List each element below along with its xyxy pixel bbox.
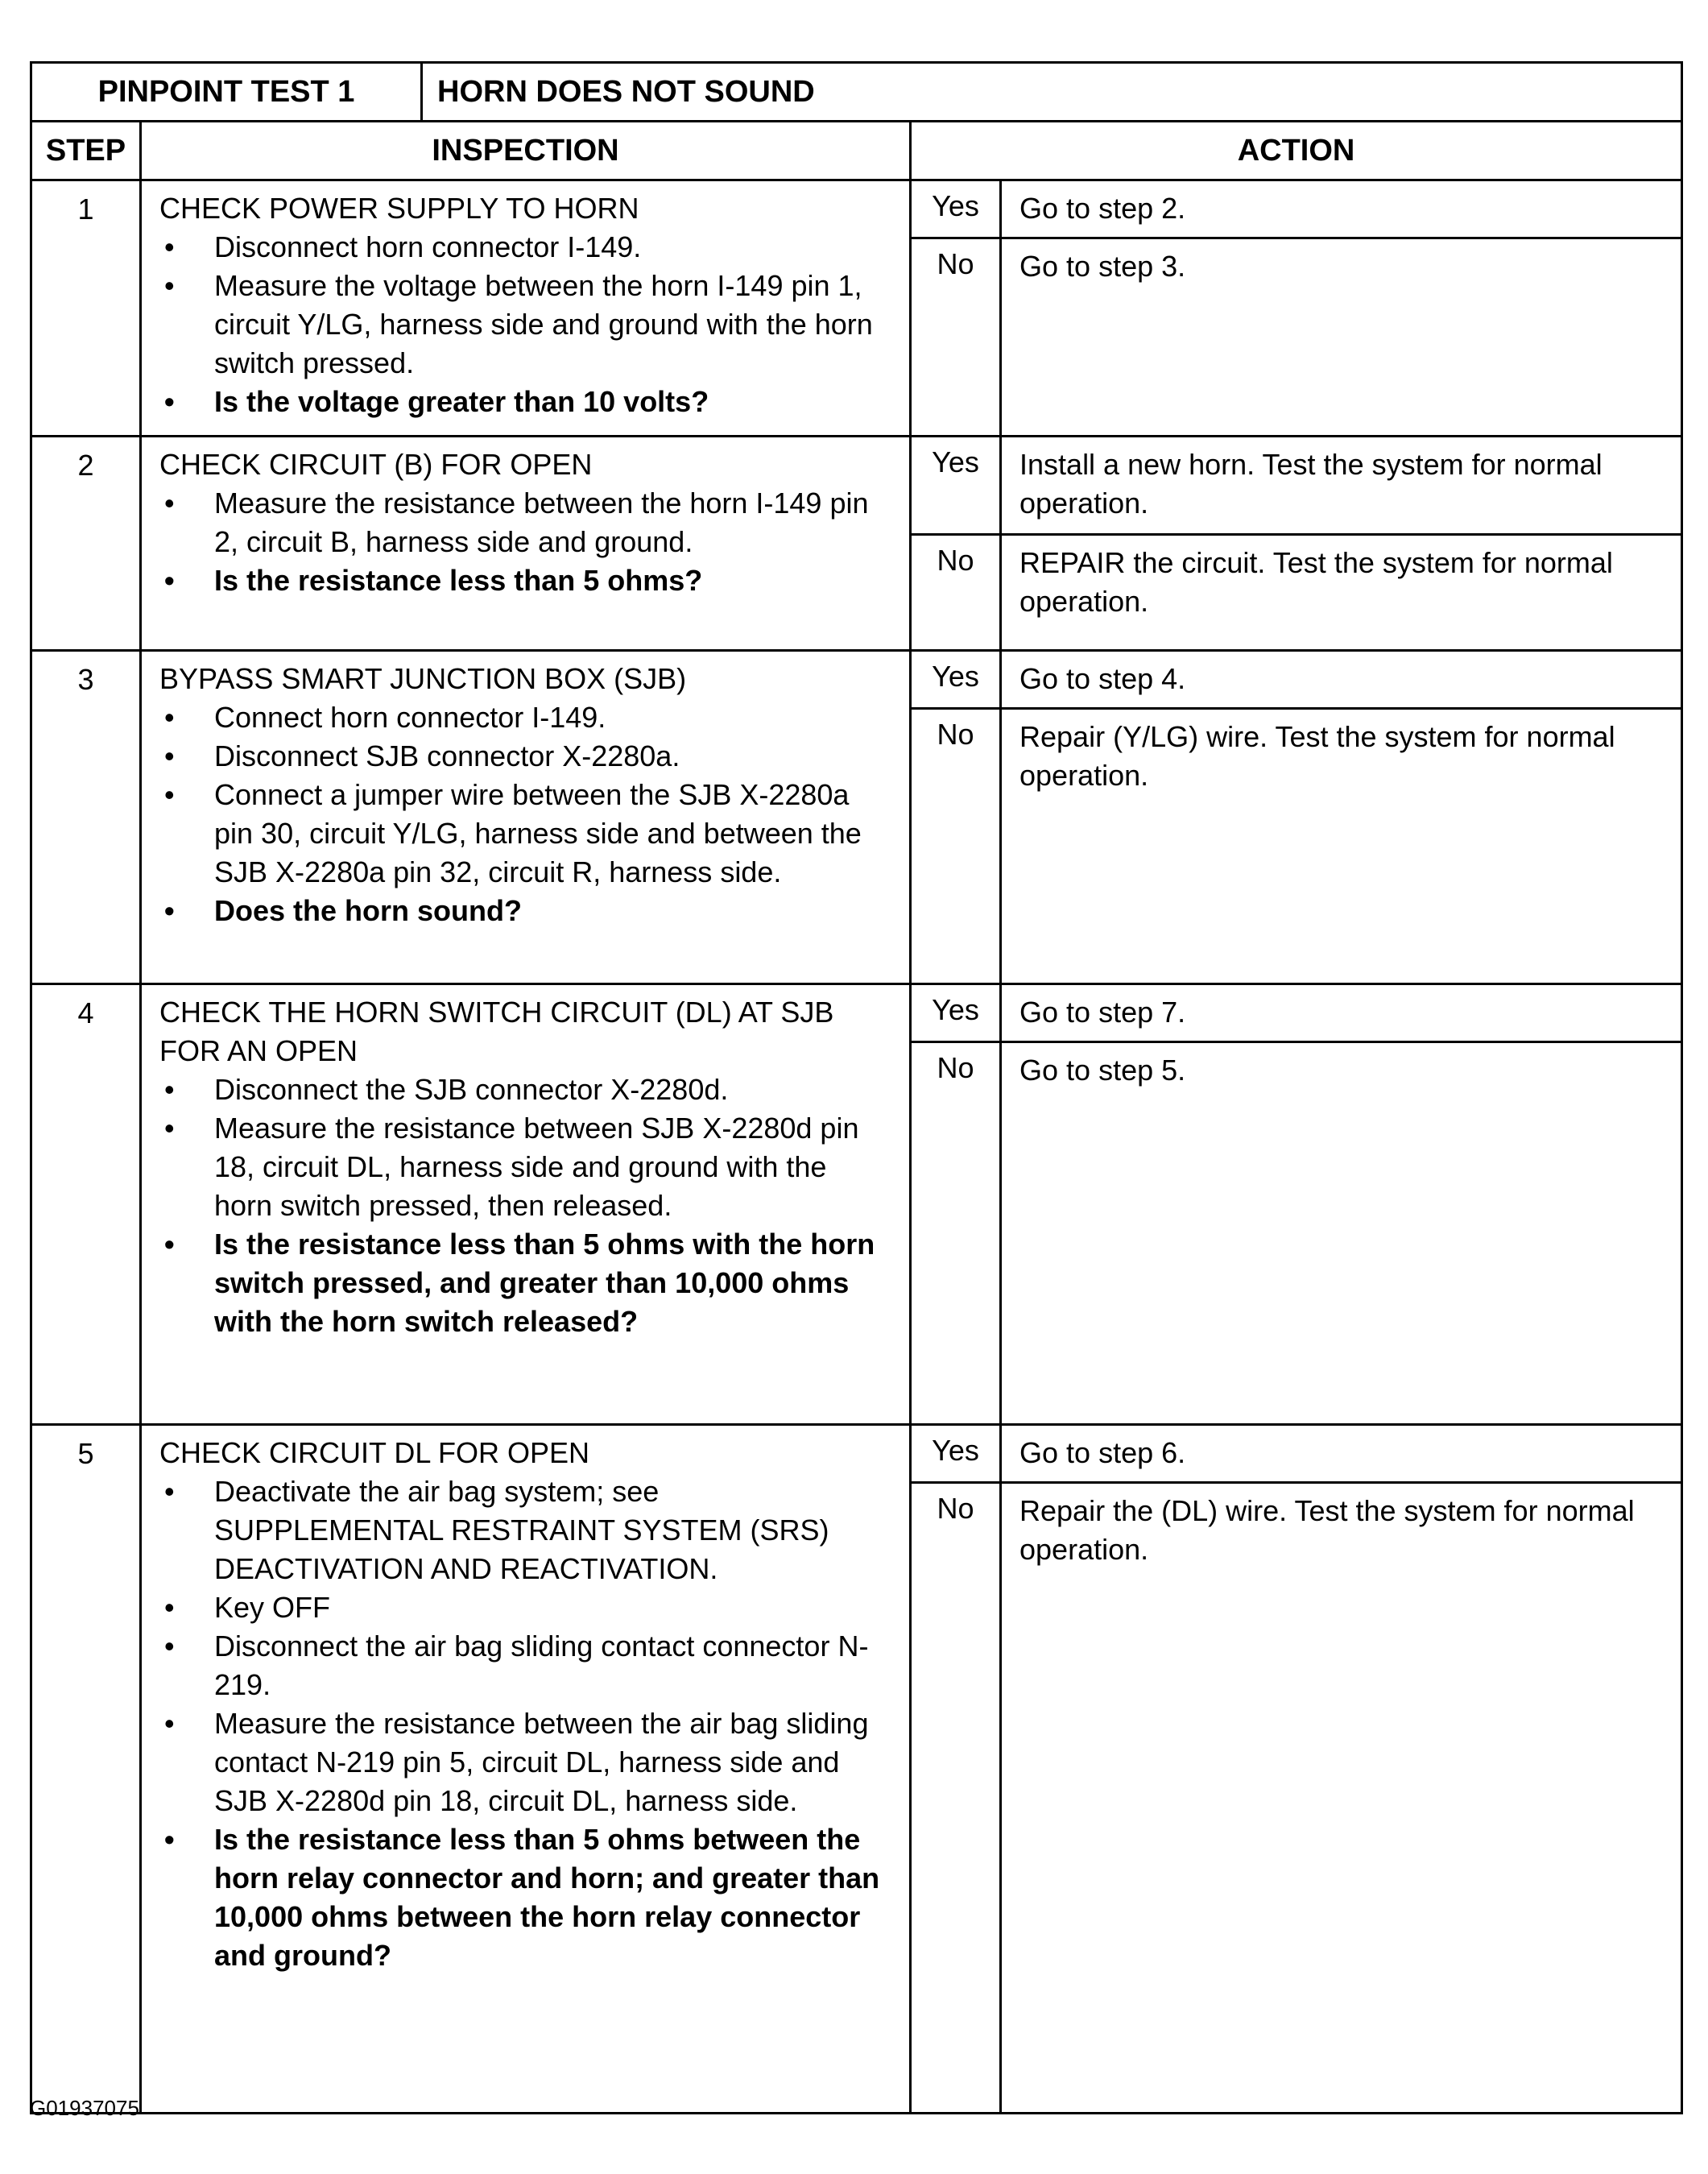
- yes-action: Go to step 7.: [1001, 984, 1682, 1042]
- no-label: No: [911, 535, 1001, 651]
- col-step-header: STEP: [31, 122, 141, 180]
- step-row: [31, 180, 1682, 238]
- yes-label: Yes: [911, 180, 1001, 238]
- inspection-title: CHECK CIRCUIT DL FOR OPEN: [159, 1436, 590, 1469]
- inspection-bullet: • Deactivate the air bag system; see SUPPLEMENTAL RESTRAINT SYSTEM (SRS) DEACTIVATION AND REACTIVATION.: [159, 1472, 891, 1588]
- inspection-cell: [141, 984, 911, 1425]
- no-action: Go to step 5.: [1001, 1042, 1682, 1425]
- test-title-row: [31, 63, 1682, 122]
- step-number: 5: [31, 1425, 141, 2114]
- step-number: 3: [31, 651, 141, 984]
- pinpoint-test-document: [30, 61, 1681, 2077]
- inspection-title: CHECK CIRCUIT (B) FOR OPEN: [159, 448, 593, 481]
- column-header-row: [31, 122, 1682, 180]
- step-row: [31, 651, 1682, 709]
- yes-label: Yes: [911, 984, 1001, 1042]
- inspection-bullets: [159, 1070, 891, 1341]
- step-number: 2: [31, 437, 141, 651]
- inspection-bullets: [159, 228, 891, 421]
- inspection-bullet: • Disconnect horn connector I-149.: [159, 228, 891, 267]
- inspection-question: • Is the voltage greater than 10 volts?: [159, 383, 891, 421]
- test-label: PINPOINT TEST 1: [31, 63, 422, 122]
- no-label: No: [911, 238, 1001, 437]
- inspection-question: • Is the resistance less than 5 ohms with the horn switch pressed, and greater than 10,000 ohms with the horn switch released?: [159, 1225, 891, 1341]
- yes-action: Install a new horn. Test the system for normal operation.: [1001, 437, 1682, 535]
- inspection-title: CHECK THE HORN SWITCH CIRCUIT (DL) AT SJB FOR AN OPEN: [159, 996, 834, 1067]
- yes-action: Go to step 2.: [1001, 180, 1682, 238]
- inspection-bullets: [159, 698, 891, 930]
- yes-action: Go to step 6.: [1001, 1425, 1682, 1483]
- inspection-bullet: • Measure the resistance between SJB X-2280d pin 18, circuit DL, harness side and ground with the horn switch pressed, then released.: [159, 1109, 891, 1225]
- inspection-question: • Is the resistance less than 5 ohms between the horn relay connector and horn; and greater than 10,000 ohms between the horn relay connector and ground?: [159, 1820, 891, 1975]
- yes-action: Go to step 4.: [1001, 651, 1682, 709]
- no-action: REPAIR the circuit. Test the system for normal operation.: [1001, 535, 1682, 651]
- inspection-bullets: [159, 1472, 891, 1975]
- step-number: 4: [31, 984, 141, 1425]
- inspection-bullets: [159, 484, 891, 600]
- step-row: [31, 437, 1682, 535]
- step-number: 1: [31, 180, 141, 437]
- yes-label: Yes: [911, 437, 1001, 535]
- no-action: Repair (Y/LG) wire. Test the system for normal operation.: [1001, 709, 1682, 984]
- col-inspection-header: INSPECTION: [141, 122, 911, 180]
- inspection-cell: [141, 180, 911, 437]
- inspection-title: BYPASS SMART JUNCTION BOX (SJB): [159, 662, 687, 695]
- yes-label: Yes: [911, 1425, 1001, 1483]
- inspection-bullet: • Connect horn connector I-149.: [159, 698, 891, 737]
- inspection-cell: [141, 1425, 911, 2114]
- col-action-header: ACTION: [911, 122, 1682, 180]
- inspection-title: CHECK POWER SUPPLY TO HORN: [159, 192, 639, 225]
- inspection-bullet: • Measure the voltage between the horn I-149 pin 1, circuit Y/LG, harness side and ground with the horn switch pressed.: [159, 267, 891, 383]
- no-label: No: [911, 1483, 1001, 2114]
- step-row: [31, 1425, 1682, 1483]
- yes-label: Yes: [911, 651, 1001, 709]
- inspection-bullet: • Disconnect the air bag sliding contact connector N-219.: [159, 1627, 891, 1704]
- step-row: [31, 984, 1682, 1042]
- no-label: No: [911, 709, 1001, 984]
- no-label: No: [911, 1042, 1001, 1425]
- inspection-question: • Is the resistance less than 5 ohms?: [159, 561, 891, 600]
- figure-id: G01937075: [30, 2096, 139, 2120]
- inspection-bullet: • Disconnect the SJB connector X-2280d.: [159, 1070, 891, 1109]
- inspection-bullet: • Key OFF: [159, 1588, 891, 1627]
- inspection-bullet: • Measure the resistance between the horn I-149 pin 2, circuit B, harness side and ground.: [159, 484, 891, 561]
- no-action: Go to step 3.: [1001, 238, 1682, 437]
- inspection-bullet: • Disconnect SJB connector X-2280a.: [159, 737, 891, 776]
- pinpoint-test-table: [30, 61, 1683, 2114]
- inspection-bullet: • Measure the resistance between the air bag sliding contact N-219 pin 5, circuit DL, harness side and SJB X-2280d pin 18, circuit DL, harness side.: [159, 1704, 891, 1820]
- inspection-cell: [141, 437, 911, 651]
- inspection-question: • Does the horn sound?: [159, 892, 891, 930]
- inspection-bullet: • Connect a jumper wire between the SJB X-2280a pin 30, circuit Y/LG, harness side and between the SJB X-2280a pin 32, circuit R, harness side.: [159, 776, 891, 892]
- no-action: Repair the (DL) wire. Test the system for normal operation.: [1001, 1483, 1682, 2114]
- steps-body: [31, 180, 1682, 2114]
- test-title: HORN DOES NOT SOUND: [422, 63, 1682, 122]
- inspection-cell: [141, 651, 911, 984]
